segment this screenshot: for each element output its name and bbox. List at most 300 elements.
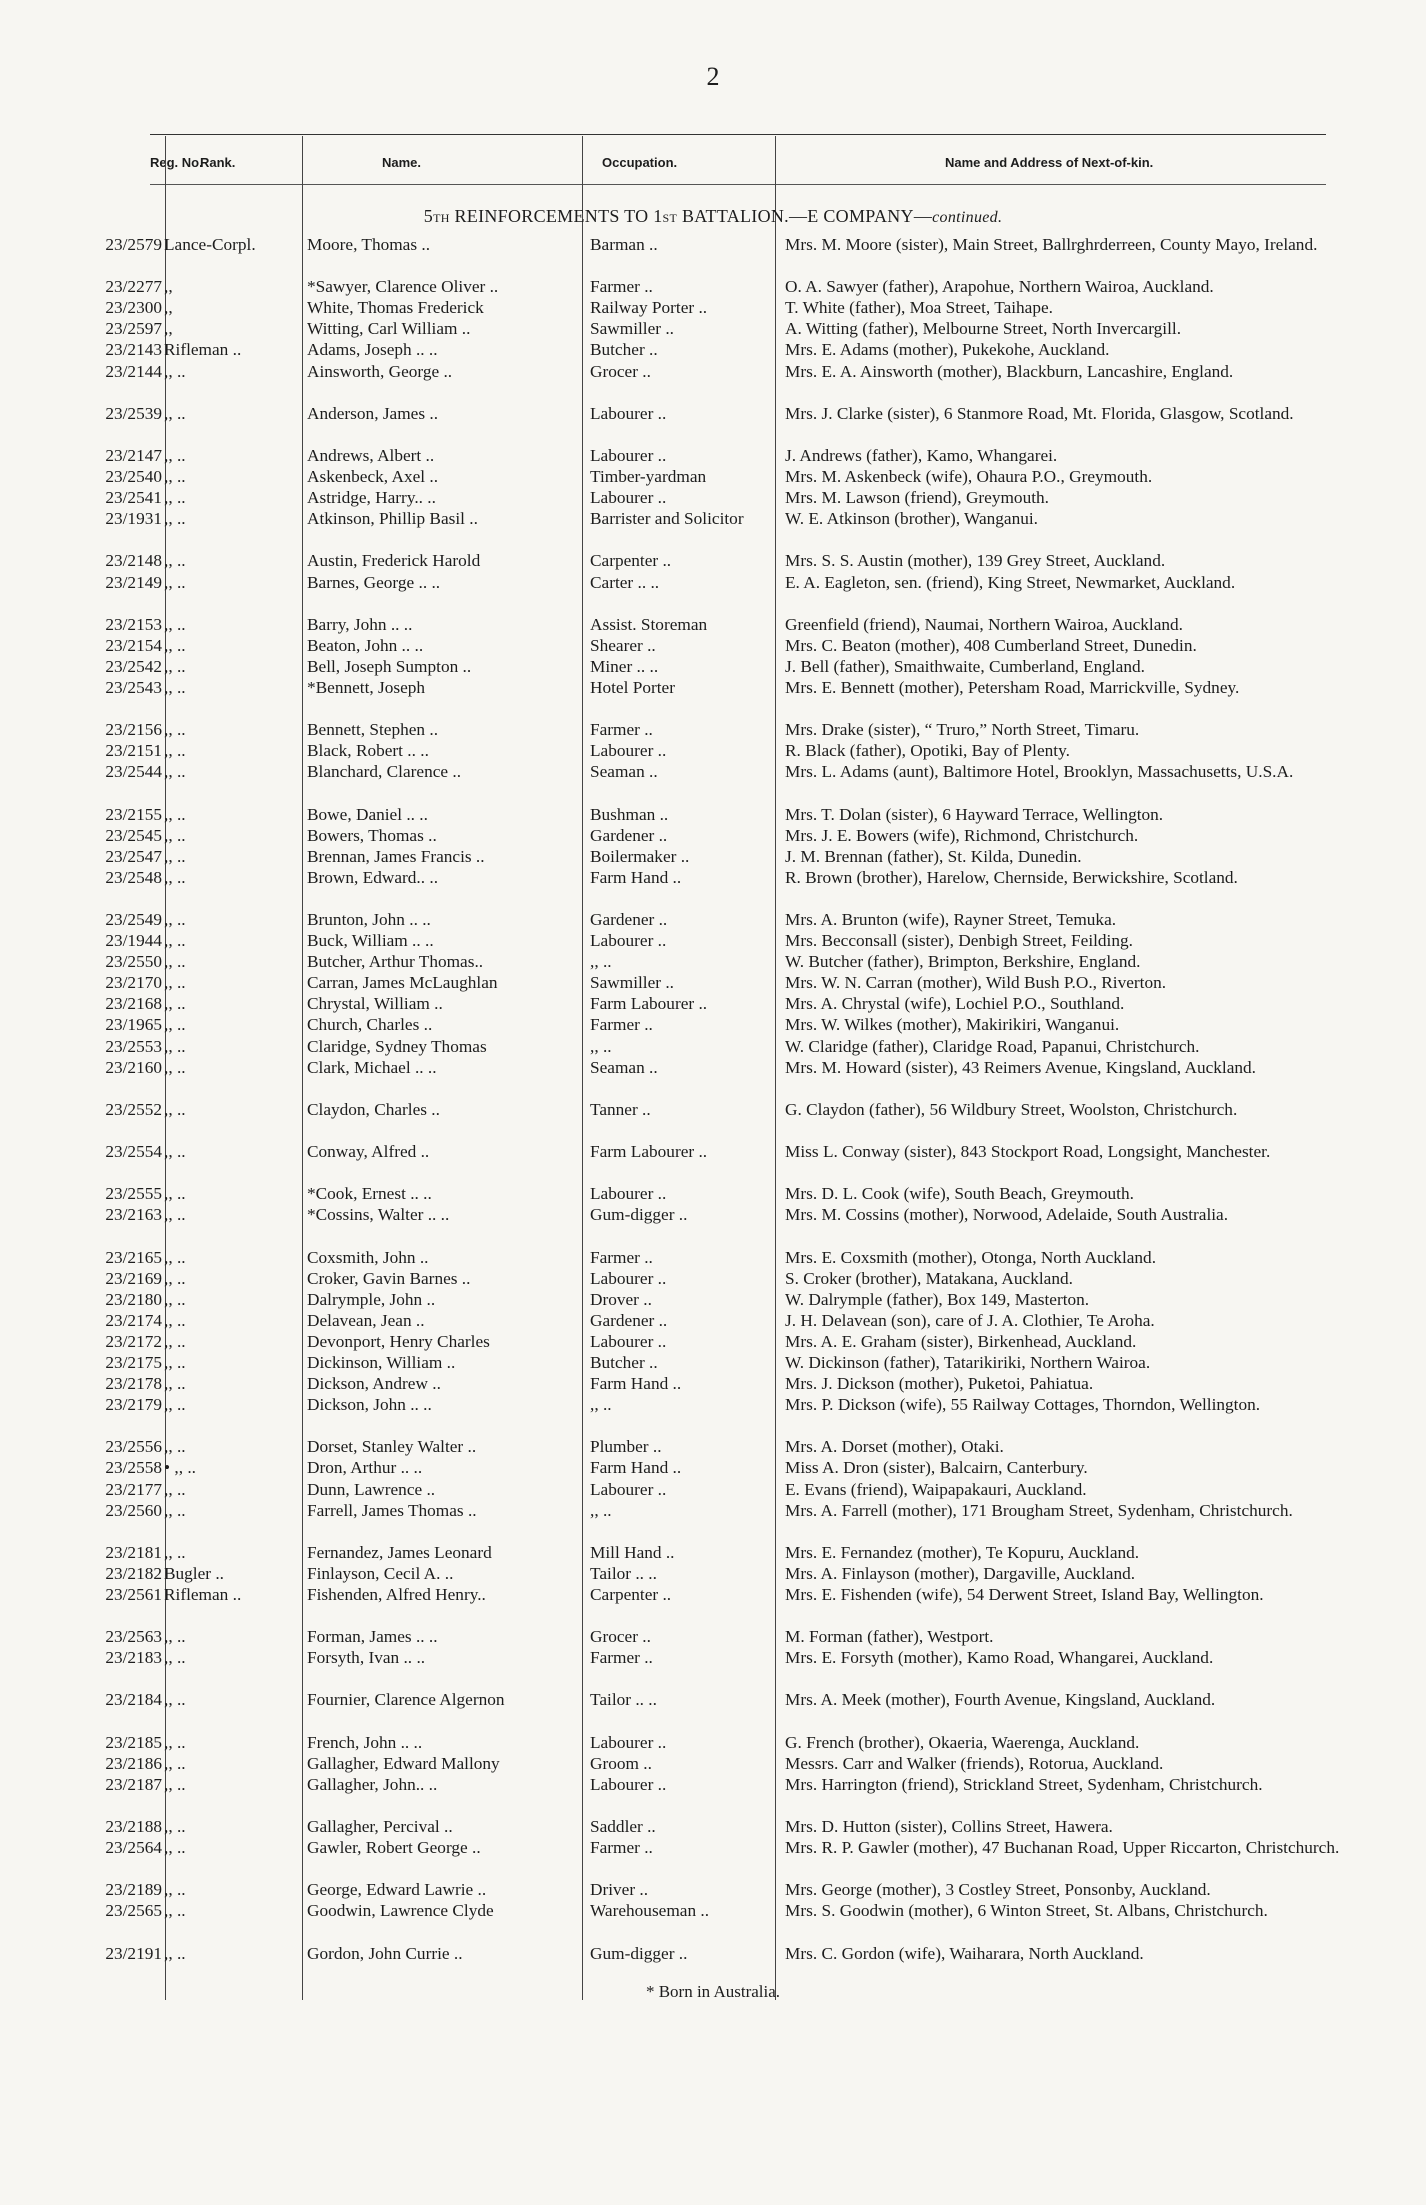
rank-cell: ,, .. (164, 1015, 186, 1035)
rank-cell: ,, .. (164, 1648, 186, 1668)
reg-no-cell: 23/1931 (105, 509, 162, 529)
occupation-cell: Drover .. (590, 1289, 652, 1309)
name-cell: Forman, James .. .. (307, 1627, 438, 1647)
reg-no-cell: 23/2543 (105, 677, 162, 697)
table-row (0, 339, 1426, 360)
table-row (0, 1352, 1426, 1373)
occupation-cell: Plumber .. (590, 1437, 662, 1457)
rank-cell: ,, .. (164, 762, 186, 782)
next-of-kin-cell: Mrs. M. Cossins (mother), Norwood, Adelaide, South Australia. (785, 1205, 1229, 1225)
section-title: 5TH REINFORCEMENTS TO 1ST BATTALION.—E COMPANY—continued. (423, 206, 1003, 226)
reg-no-cell: 23/2561 (105, 1585, 162, 1604)
next-of-kin-cell: Greenfield (friend), Naumai, Northern Wairoa, Auckland. (785, 614, 1184, 634)
rank-cell: ,, .. (164, 1247, 186, 1267)
table-row (0, 1584, 1426, 1626)
reg-no-cell: 23/2149 (105, 572, 162, 592)
reg-no-cell: 23/2179 (105, 1395, 162, 1415)
table-row (0, 234, 1426, 276)
next-of-kin-cell: J. Andrews (father), Kamo, Whangarei. (785, 445, 1058, 465)
table-row (0, 1204, 1426, 1246)
rank-cell: ,, .. (164, 445, 186, 465)
rank-cell: Lance-Corpl. (164, 235, 256, 254)
table-row (0, 466, 1426, 487)
next-of-kin-cell: Mrs. E. Fishenden (wife), 54 Derwent Street, Island Bay, Wellington. (785, 1585, 1264, 1604)
reg-no-cell: 23/2558 (105, 1458, 162, 1478)
rank-cell: ,, .. (164, 1268, 186, 1288)
reg-no-cell: 23/1944 (105, 931, 162, 951)
occupation-cell: Labourer .. (590, 1774, 667, 1794)
table-row (0, 1647, 1426, 1689)
rank-cell: ,, .. (164, 1142, 186, 1162)
rank-cell: ,, .. (164, 1542, 186, 1562)
table-row (0, 635, 1426, 656)
table-row (0, 1268, 1426, 1289)
next-of-kin-cell: Mrs. E. Forsyth (mother), Kamo Road, Whangarei, Auckland. (785, 1648, 1214, 1668)
reg-no-cell: 23/2181 (105, 1542, 162, 1562)
table-row (0, 740, 1426, 761)
next-of-kin-cell: Mrs. A. Finlayson (mother), Dargaville, Auckland. (785, 1563, 1136, 1583)
name-cell: Austin, Frederick Harold (307, 551, 481, 571)
occupation-cell: Labourer .. (590, 1184, 667, 1204)
name-cell: Gallagher, Edward Mallony (307, 1753, 500, 1773)
name-cell: Anderson, James .. (307, 403, 439, 423)
occupation-cell: Gardener .. (590, 1310, 668, 1330)
name-cell: Devonport, Henry Charles (307, 1331, 490, 1351)
occupation-cell: Labourer .. (590, 1732, 667, 1752)
occupation-cell: Butcher .. (590, 340, 658, 360)
occupation-cell: Gardener .. (590, 825, 668, 845)
reg-no-cell: 23/2549 (105, 910, 162, 929)
name-cell: Dalrymple, John .. (307, 1289, 436, 1309)
rank-cell: ,, .. (164, 867, 186, 887)
occupation-cell: Assist. Storeman (590, 614, 708, 634)
next-of-kin-cell: Miss L. Conway (sister), 843 Stockport Road, Longsight, Manchester. (785, 1142, 1271, 1162)
reg-no-cell: 23/2143 (105, 340, 162, 360)
reg-no-cell: 23/2154 (105, 635, 162, 655)
table-row (0, 403, 1426, 445)
name-cell: Conway, Alfred .. (307, 1142, 430, 1162)
next-of-kin-cell: W. E. Atkinson (brother), Wanganui. (785, 509, 1038, 529)
rank-cell: ,, .. (164, 1310, 186, 1330)
name-cell: Bennett, Stephen .. (307, 720, 439, 740)
table-row (0, 1457, 1426, 1478)
next-of-kin-cell: W. Dalrymple (father), Box 149, Masterton. (785, 1289, 1090, 1309)
occupation-cell: Farm Hand .. (590, 1374, 682, 1394)
occupation-cell: Labourer .. (590, 1479, 667, 1499)
next-of-kin-cell: Mrs. A. E. Graham (sister), Birkenhead, Auckland. (785, 1331, 1137, 1351)
occupation-cell: Farmer .. (590, 1648, 653, 1668)
table-row (0, 508, 1426, 550)
occupation-cell: Driver .. (590, 1880, 649, 1900)
reg-no-cell: 23/2156 (105, 720, 162, 740)
occupation-cell: Shearer .. (590, 635, 656, 655)
name-cell: Brennan, James Francis .. (307, 846, 485, 866)
table-row (0, 1837, 1426, 1879)
name-cell: Gallagher, Percival .. (307, 1817, 453, 1837)
next-of-kin-cell: Mrs. A. Dorset (mother), Otaki. (785, 1437, 1004, 1457)
occupation-cell: Tailor .. .. (590, 1563, 657, 1583)
reg-no-cell: 23/2544 (105, 762, 162, 782)
reg-no-cell: 23/2552 (105, 1099, 162, 1119)
next-of-kin-cell: W. Butcher (father), Brimpton, Berkshire, England. (785, 952, 1141, 972)
reg-no-cell: 23/2556 (105, 1437, 162, 1457)
next-of-kin-cell: Mrs. M. Askenbeck (wife), Ohaura P.O., Greymouth. (785, 467, 1153, 487)
occupation-cell: Farmer .. (590, 1247, 653, 1267)
name-cell: Dorset, Stanley Walter .. (307, 1437, 477, 1457)
name-cell: Farrell, James Thomas .. (307, 1500, 477, 1520)
table-row (0, 487, 1426, 508)
rank-cell: ,, .. (164, 551, 186, 571)
reg-no-cell: 23/2165 (105, 1247, 162, 1267)
next-of-kin-cell: Messrs. Carr and Walker (friends), Rotorua, Auckland. (785, 1753, 1164, 1773)
name-cell: Church, Charles .. (307, 1015, 433, 1035)
occupation-cell: ,, .. (590, 1036, 612, 1056)
next-of-kin-cell: O. A. Sawyer (father), Arapohue, Northern Wairoa, Auckland. (785, 277, 1214, 297)
rank-cell: ,, .. (164, 804, 186, 824)
occupation-cell: Labourer .. (590, 931, 667, 951)
table-row (0, 1331, 1426, 1352)
occupation-cell: Mill Hand .. (590, 1542, 675, 1562)
rank-cell: ,, .. (164, 403, 186, 423)
next-of-kin-cell: Mrs. E. Coxsmith (mother), Otonga, North Auckland. (785, 1247, 1157, 1267)
name-cell: Moore, Thomas .. (307, 235, 431, 254)
next-of-kin-cell: Mrs. E. Fernandez (mother), Te Kopuru, Auckland. (785, 1542, 1140, 1562)
table-row (0, 614, 1426, 635)
table-row (0, 719, 1426, 740)
next-of-kin-cell: G. French (brother), Okaeria, Waerenga, Auckland. (785, 1732, 1140, 1752)
reg-no-cell: 23/1965 (105, 1015, 162, 1035)
reg-no-cell: 23/2186 (105, 1753, 162, 1773)
table-row (0, 1542, 1426, 1563)
next-of-kin-cell: Mrs. M. Howard (sister), 43 Reimers Avenue, Kingsland, Auckland. (785, 1057, 1256, 1077)
table-row (0, 1500, 1426, 1542)
reg-no-cell: 23/2189 (105, 1880, 162, 1900)
header-top-rule (150, 134, 1326, 135)
rank-cell: ,, .. (164, 952, 186, 972)
table-row (0, 1563, 1426, 1584)
table-row (0, 846, 1426, 867)
next-of-kin-cell: E. A. Eagleton, sen. (friend), King Street, Newmarket, Auckland. (785, 572, 1236, 592)
reg-no-cell: 23/2170 (105, 973, 162, 993)
rank-cell: ,, .. (164, 720, 186, 740)
rank-cell: ,, .. (164, 994, 186, 1014)
rank-cell: ,, .. (164, 656, 186, 676)
reg-no-cell: 23/2565 (105, 1901, 162, 1921)
name-cell: Goodwin, Lawrence Clyde (307, 1901, 494, 1921)
name-cell: Beaton, John .. .. (307, 635, 424, 655)
rank-cell: ,, .. (164, 467, 186, 487)
occupation-cell: Grocer .. (590, 361, 651, 381)
reg-no-cell: 23/2548 (105, 867, 162, 887)
name-cell: Finlayson, Cecil A. .. (307, 1563, 454, 1583)
table-row (0, 804, 1426, 825)
table-row (0, 276, 1426, 297)
rank-cell: ,, .. (164, 931, 186, 951)
name-cell: Blanchard, Clarence .. (307, 762, 462, 782)
table-row (0, 297, 1426, 318)
table-row (0, 318, 1426, 339)
reg-no-cell: 23/2547 (105, 846, 162, 866)
occupation-cell: Farm Hand .. (590, 1458, 682, 1478)
name-cell: Claydon, Charles .. (307, 1099, 440, 1119)
reg-no-cell: 23/2185 (105, 1732, 162, 1752)
reg-no-cell: 23/2539 (105, 403, 162, 423)
next-of-kin-cell: Mrs. L. Adams (aunt), Baltimore Hotel, Brooklyn, Massachusetts, U.S.A. (785, 762, 1294, 782)
table-row (0, 1689, 1426, 1731)
reg-no-cell: 23/2168 (105, 994, 162, 1014)
table-row (0, 1289, 1426, 1310)
next-of-kin-cell: T. White (father), Moa Street, Taihape. (785, 298, 1053, 318)
rank-cell: ,, .. (164, 1753, 186, 1773)
name-cell: Buck, William .. .. (307, 931, 434, 951)
reg-no-cell: 23/2300 (105, 298, 162, 318)
reg-no-cell: 23/2188 (105, 1817, 162, 1837)
name-cell: White, Thomas Frederick (307, 298, 484, 318)
table-row (0, 1900, 1426, 1942)
reg-no-cell: 23/2579 (105, 235, 162, 254)
table-row (0, 1373, 1426, 1394)
next-of-kin-cell: G. Claydon (father), 56 Wildbury Street, Woolston, Christchurch. (785, 1099, 1238, 1119)
table-row (0, 1247, 1426, 1268)
name-cell: Dron, Arthur .. .. (307, 1458, 423, 1478)
table-row (0, 909, 1426, 930)
rank-cell: ,, .. (164, 825, 186, 845)
reg-no-cell: 23/2148 (105, 551, 162, 571)
table-row (0, 972, 1426, 993)
rank-cell: ,, .. (164, 1500, 186, 1520)
table-row (0, 1099, 1426, 1141)
reg-no-cell: 23/2160 (105, 1057, 162, 1077)
rank-cell: ,, .. (164, 1732, 186, 1752)
reg-no-cell: 23/2550 (105, 952, 162, 972)
rank-cell: ,, .. (164, 1352, 186, 1372)
name-cell: *Cossins, Walter .. .. (307, 1205, 450, 1225)
rank-cell: ,, .. (164, 846, 186, 866)
table-row (0, 1626, 1426, 1647)
next-of-kin-cell: Mrs. S. Goodwin (mother), 6 Winton Street, St. Albans, Christchurch. (785, 1901, 1268, 1921)
reg-no-cell: 23/2555 (105, 1184, 162, 1204)
table-header (150, 147, 1326, 177)
next-of-kin-cell: Mrs. Becconsall (sister), Denbigh Street, Feilding. (785, 931, 1133, 951)
table-row (0, 1879, 1426, 1900)
name-cell: Dickson, John .. .. (307, 1395, 432, 1415)
name-cell: *Cook, Ernest .. .. (307, 1184, 432, 1204)
name-cell: Forsyth, Ivan .. .. (307, 1648, 426, 1668)
occupation-cell: ,, .. (590, 952, 612, 972)
name-cell: Gallagher, John.. .. (307, 1774, 438, 1794)
reg-no-cell: 23/2184 (105, 1690, 162, 1710)
occupation-cell: Seaman .. (590, 1057, 658, 1077)
next-of-kin-cell: W. Claridge (father), Claridge Road, Papanui, Christchurch. (785, 1036, 1200, 1056)
occupation-cell: Tailor .. .. (590, 1690, 657, 1710)
occupation-cell: Farmer .. (590, 1838, 653, 1858)
reg-no-cell: 23/2169 (105, 1268, 162, 1288)
table-row (0, 867, 1426, 909)
name-cell: Dickson, Andrew .. (307, 1374, 441, 1394)
reg-no-cell: 23/2540 (105, 467, 162, 487)
occupation-cell: Warehouseman .. (590, 1901, 710, 1921)
header-next-of-kin: Name and Address of Next-of-kin. (945, 155, 1154, 170)
rank-cell: ,, .. (164, 910, 186, 929)
table-row (0, 361, 1426, 403)
occupation-cell: Gardener .. (590, 910, 668, 929)
name-cell: *Sawyer, Clarence Oliver .. (307, 277, 499, 297)
rank-cell: ,, .. (164, 361, 186, 381)
rank-cell: ,, (164, 319, 173, 339)
header-reg-no: Reg. No. (150, 155, 203, 170)
next-of-kin-cell: S. Croker (brother), Matakana, Auckland. (785, 1268, 1073, 1288)
rank-cell: ,, .. (164, 1205, 186, 1225)
rank-cell: ,, .. (164, 1627, 186, 1647)
next-of-kin-cell: Mrs. C. Gordon (wife), Waiharara, North Auckland. (785, 1943, 1144, 1963)
name-cell: Bell, Joseph Sumpton .. (307, 656, 472, 676)
rank-cell: ,, .. (164, 1057, 186, 1077)
roll-table (0, 234, 1426, 1964)
rank-cell: ,, .. (164, 635, 186, 655)
rank-cell: ,, .. (164, 1943, 186, 1963)
name-cell: Ainsworth, George .. (307, 361, 453, 381)
reg-no-cell: 23/2147 (105, 445, 162, 465)
name-cell: Fishenden, Alfred Henry.. (307, 1585, 486, 1604)
rank-cell: ,, .. (164, 1437, 186, 1457)
page-number: 2 (706, 62, 720, 91)
occupation-cell: Farm Hand .. (590, 867, 682, 887)
name-cell: Dunn, Lawrence .. (307, 1479, 436, 1499)
next-of-kin-cell: Mrs. Drake (sister), “ Truro,” North Street, Timaru. (785, 720, 1140, 740)
reg-no-cell: 23/2183 (105, 1648, 162, 1668)
name-cell: Witting, Carl William .. (307, 319, 471, 339)
name-cell: Fournier, Clarence Algernon (307, 1690, 505, 1710)
rank-cell: ,, .. (164, 677, 186, 697)
rank-cell: ,, .. (164, 1690, 186, 1710)
next-of-kin-cell: Mrs. Harrington (friend), Strickland Street, Sydenham, Christchurch. (785, 1774, 1263, 1794)
next-of-kin-cell: Mrs. A. Meek (mother), Fourth Avenue, Kingsland, Auckland. (785, 1690, 1216, 1710)
next-of-kin-cell: Mrs. M. Lawson (friend), Greymouth. (785, 488, 1049, 508)
name-cell: Coxsmith, John .. (307, 1247, 429, 1267)
table-row (0, 1310, 1426, 1331)
footnote: * Born in Australia. (645, 1982, 781, 2002)
occupation-cell: Saddler .. (590, 1817, 656, 1837)
occupation-cell: Hotel Porter (590, 677, 675, 697)
next-of-kin-cell: E. Evans (friend), Waipapakauri, Auckland. (785, 1479, 1087, 1499)
next-of-kin-cell: A. Witting (father), Melbourne Street, North Invercargill. (785, 319, 1182, 339)
header-name: Name. (382, 155, 422, 170)
rank-cell: ,, .. (164, 1289, 186, 1309)
occupation-cell: Gum-digger .. (590, 1205, 688, 1225)
table-row (0, 1394, 1426, 1436)
name-cell: Astridge, Harry.. .. (307, 488, 436, 508)
table-row (0, 1436, 1426, 1457)
occupation-cell: Carter .. .. (590, 572, 660, 592)
rank-cell: ,, .. (164, 509, 186, 529)
name-cell: Black, Robert .. .. (307, 741, 429, 761)
reg-no-cell: 23/2174 (105, 1310, 162, 1330)
occupation-cell: Carpenter .. (590, 551, 672, 571)
table-row (0, 1057, 1426, 1099)
occupation-cell: Seaman .. (590, 762, 658, 782)
next-of-kin-cell: J. H. Delavean (son), care of J. A. Clothier, Te Aroha. (785, 1310, 1155, 1330)
occupation-cell: Farmer .. (590, 720, 653, 740)
table-row (0, 1014, 1426, 1035)
next-of-kin-cell: W. Dickinson (father), Tatarikiriki, Northern Wairoa. (785, 1352, 1151, 1372)
reg-no-cell: 23/2153 (105, 614, 162, 634)
table-row (0, 1141, 1426, 1183)
rank-cell: Bugler .. (164, 1563, 224, 1583)
name-cell: Croker, Gavin Barnes .. (307, 1268, 471, 1288)
reg-no-cell: 23/2542 (105, 656, 162, 676)
occupation-cell: Labourer .. (590, 445, 667, 465)
next-of-kin-cell: Mrs. J. Clarke (sister), 6 Stanmore Road, Mt. Florida, Glasgow, Scotland. (785, 403, 1294, 423)
name-cell: Carran, James McLaughlan (307, 973, 498, 993)
next-of-kin-cell: Mrs. E. Adams (mother), Pukekohe, Auckland. (785, 340, 1110, 360)
table-row (0, 1183, 1426, 1204)
next-of-kin-cell: R. Black (father), Opotiki, Bay of Plenty. (785, 741, 1070, 761)
next-of-kin-cell: Mrs. W. Wilkes (mother), Makirikiri, Wanganui. (785, 1015, 1120, 1035)
name-cell: Butcher, Arthur Thomas.. (307, 952, 484, 972)
occupation-cell: Barrister and Solicitor (590, 509, 744, 529)
rank-cell: ,, .. (164, 1184, 186, 1204)
name-cell: Brown, Edward.. .. (307, 867, 439, 887)
name-cell: Bowers, Thomas .. (307, 825, 437, 845)
rank-cell: ,, .. (164, 1838, 186, 1858)
rank-cell: ,, .. (164, 1901, 186, 1921)
occupation-cell: Railway Porter .. (590, 298, 708, 318)
occupation-cell: Carpenter .. (590, 1585, 672, 1604)
next-of-kin-cell: J. M. Brennan (father), St. Kilda, Dunedin. (785, 846, 1082, 866)
next-of-kin-cell: Mrs. A. Brunton (wife), Rayner Street, Temuka. (785, 910, 1117, 929)
occupation-cell: Timber-yardman (590, 467, 707, 487)
occupation-cell: Labourer .. (590, 1331, 667, 1351)
occupation-cell: Boilermaker .. (590, 846, 690, 866)
table-row (0, 1753, 1426, 1774)
rank-cell: ,, (164, 298, 173, 318)
next-of-kin-cell: Mrs. A. Farrell (mother), 171 Brougham Street, Sydenham, Christchurch. (785, 1500, 1293, 1520)
occupation-cell: Farmer .. (590, 1015, 653, 1035)
occupation-cell: Barman .. (590, 235, 658, 254)
occupation-cell: ,, .. (590, 1500, 612, 1520)
table-row (0, 1479, 1426, 1500)
occupation-cell: Butcher .. (590, 1352, 658, 1372)
occupation-cell: Miner .. .. (590, 656, 659, 676)
rank-cell: ,, .. (164, 1880, 186, 1900)
reg-no-cell: 23/2175 (105, 1352, 162, 1372)
table-row (0, 677, 1426, 719)
rank-cell: ,, (164, 277, 173, 297)
table-row (0, 761, 1426, 803)
next-of-kin-cell: Mrs. J. E. Bowers (wife), Richmond, Christchurch. (785, 825, 1139, 845)
reg-no-cell: 23/2191 (105, 1943, 162, 1963)
next-of-kin-cell: M. Forman (father), Westport. (785, 1627, 994, 1647)
reg-no-cell: 23/2177 (105, 1479, 162, 1499)
name-cell: Atkinson, Phillip Basil .. (307, 509, 478, 529)
table-row (0, 656, 1426, 677)
table-row (0, 445, 1426, 466)
rank-cell: ,, .. (164, 1479, 186, 1499)
reg-no-cell: 23/2564 (105, 1838, 162, 1858)
reg-no-cell: 23/2554 (105, 1142, 162, 1162)
reg-no-cell: 23/2151 (105, 741, 162, 761)
rank-cell: • ,, .. (164, 1458, 196, 1478)
name-cell: Brunton, John .. .. (307, 910, 431, 929)
header-occupation: Occupation. (602, 155, 678, 170)
rank-cell: ,, .. (164, 488, 186, 508)
next-of-kin-cell: Mrs. R. P. Gawler (mother), 47 Buchanan Road, Upper Riccarton, Christchurch. (785, 1838, 1340, 1858)
rank-cell: ,, .. (164, 1036, 186, 1056)
reg-no-cell: 23/2144 (105, 361, 162, 381)
occupation-cell: Bushman .. (590, 804, 669, 824)
name-cell: Delavean, Jean .. (307, 1310, 425, 1330)
name-cell: George, Edward Lawrie .. (307, 1880, 487, 1900)
